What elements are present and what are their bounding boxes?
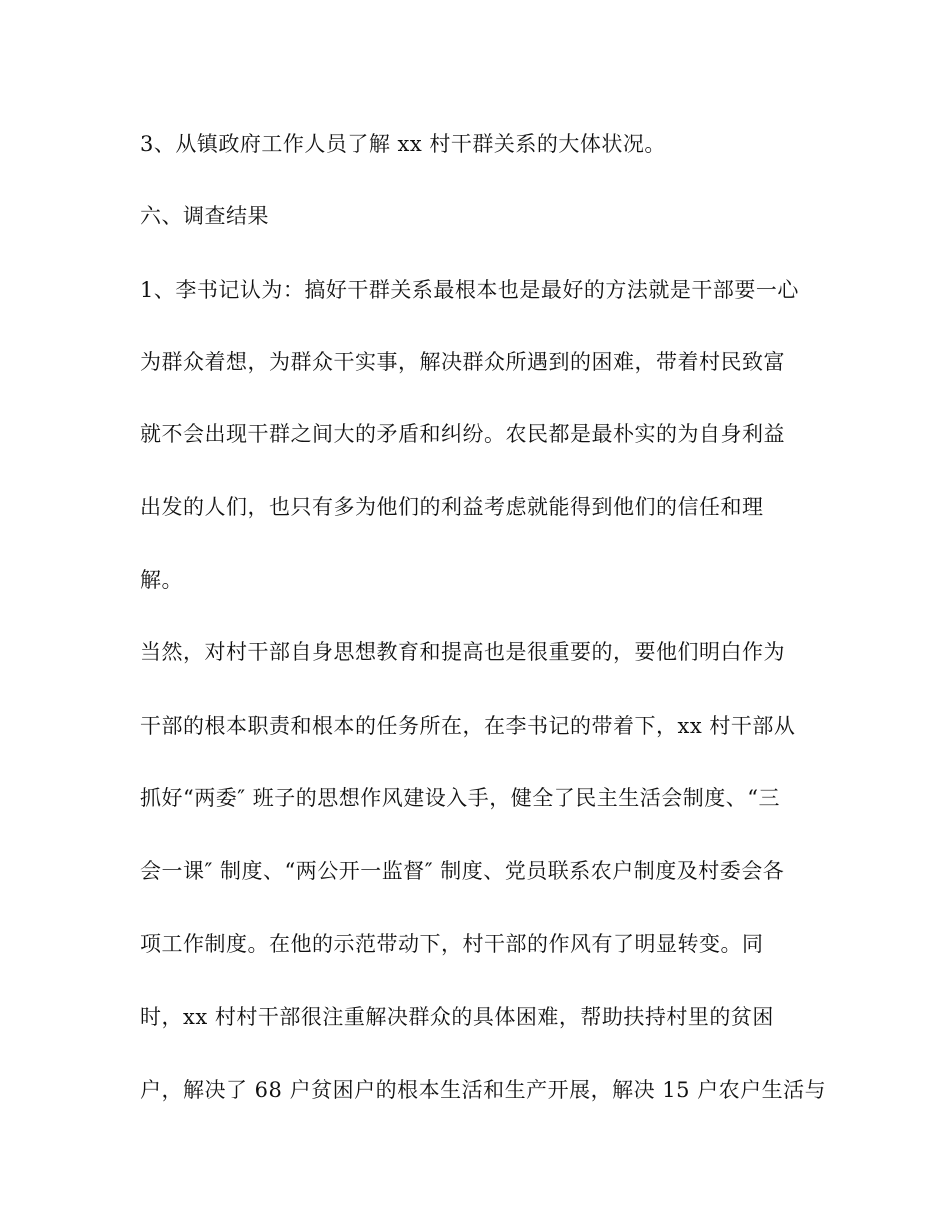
text-line: 干部的根本职责和根本的任务所在，在李书记的带着下，xx 村干部从 (140, 714, 796, 738)
text-line: 出发的人们，也只有多为他们的利益考虑就能得到他们的信任和理 (140, 495, 764, 519)
text-line: 时，xx 村村干部很注重解决群众的具体困难，帮助扶持村里的贫困 (140, 1005, 774, 1029)
section-heading: 六、调查结果 (140, 204, 269, 228)
text-line: 就不会出现干群之间大的矛盾和纠纷。农民都是最朴实的为自身利益 (140, 422, 785, 446)
text-line: 抓好“两委″ 班子的思想作风建设入手，健全了民主生活会制度、“三 (140, 786, 780, 810)
text-line: 1、李书记认为：搞好干群关系最根本也是最好的方法就是干部要一心 (140, 278, 799, 302)
text-line: 会一课″ 制度、“两公开一监督″ 制度、党员联系农户制度及村委会各 (140, 859, 785, 883)
text-line: 当然，对村干部自身思想教育和提高也是很重要的，要他们明白作为 (140, 640, 785, 664)
text-line: 为群众着想，为群众干实事，解决群众所遇到的困难，带着村民致富 (140, 350, 785, 374)
text-line: 解。 (140, 568, 183, 592)
text-line: 3、从镇政府工作人员了解 xx 村干群关系的大体状况。 (140, 132, 666, 156)
text-line: 项工作制度。在他的示范带动下，村干部的作风有了明显转变。同 (140, 932, 764, 956)
text-line: 户，解决了 68 户贫困户的根本生活和生产开展，解决 15 户农户生活与 (140, 1078, 827, 1102)
